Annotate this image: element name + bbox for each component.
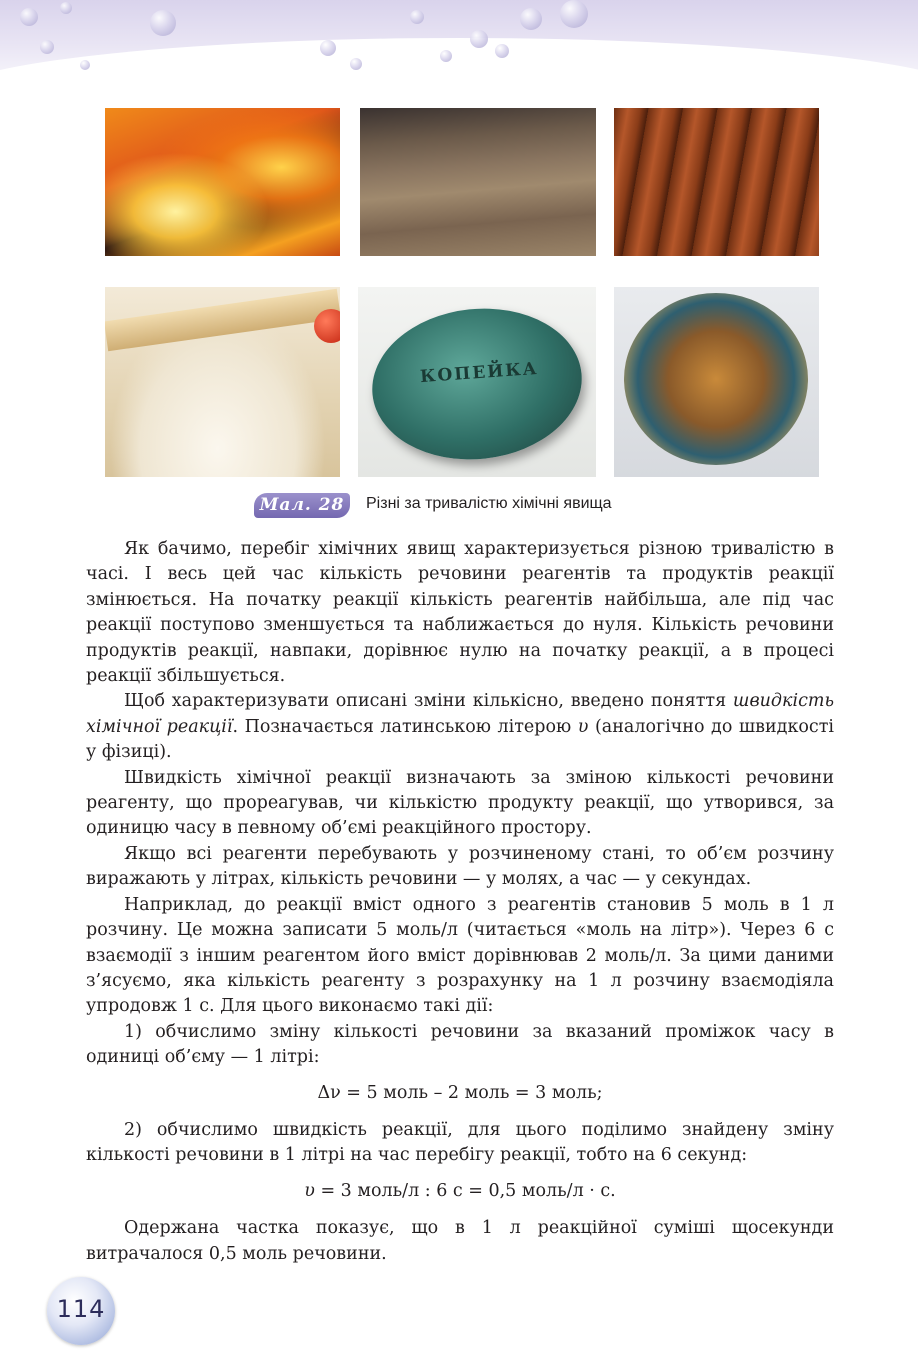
text-run: . Позначається латинською літерою: [232, 716, 578, 737]
coin-disc: [365, 298, 590, 469]
bubble-icon: [60, 2, 72, 14]
bubble-icon: [150, 10, 176, 36]
decorative-header-banner: [0, 0, 918, 100]
photo-oxidized-coin: [358, 287, 596, 477]
photo-decorative-plate: [614, 287, 819, 477]
paragraph: Як бачимо, перебіг хімічних явищ характеризується різною тривалістю в часі. І весь цей час кількість речовини реагентів та продуктів реакції змінюється. На початку реакції кількість реагентів найбільша, але під час реакції поступово зменшується та наближається до нуля. Кількість речовини продуктів реакції, навпаки, дорівнює нулю на початку реакції, а в процесі реакції збільшується.: [86, 539, 834, 687]
banner-wave: [0, 38, 918, 100]
symbol-emphasis: υ: [577, 716, 589, 737]
paragraph: 2) обчислимо швидкість реакції, для цього поділимо знайдену зміну кількості речовини в 1 літрі на час перебігу реакції, тобто на 6 секунд:: [86, 1119, 834, 1166]
formula: [86, 1179, 834, 1204]
bubble-icon: [560, 0, 588, 28]
figure-caption: Різні за тривалістю хімічні явища: [366, 495, 612, 512]
figure-label-badge: Мал. 28: [254, 493, 350, 518]
bubble-icon: [440, 50, 452, 62]
rolling-pin: [105, 289, 340, 351]
text-run: Щоб характеризувати описані зміни кількісно, введено поняття: [124, 691, 733, 712]
symbol-emphasis: υ: [304, 1180, 315, 1201]
term-emphasis: швидкість хімічної реакції: [86, 691, 834, 737]
formula: Δν = 5 моль – 2 моль = 3 моль;: [317, 1082, 603, 1103]
bubble-icon: [520, 8, 542, 30]
text-run: (аналогічно до швидкості у фізиці).: [86, 716, 834, 763]
paragraph: Одержана частка показує, що в 1 л реакційної суміші щосекунди витрачалося 0,5 моль речовини.: [86, 1218, 834, 1264]
paragraph: [86, 689, 834, 765]
coin-inscription: КОПЕЙКА: [419, 358, 540, 388]
plate-disc: [624, 293, 808, 465]
bubble-icon: [410, 10, 424, 24]
bubble-icon: [320, 40, 336, 56]
photo-weathered-rock: [360, 108, 596, 256]
bubble-icon: [20, 8, 38, 26]
bubble-icon: [495, 44, 509, 58]
paragraph: Якщо всі реагенти перебувають у розчиненому стані, то об’єм розчину виражають у літрах, кількість речовини — у молях, а час — у секундах.: [86, 843, 834, 890]
bubble-icon: [350, 58, 362, 70]
tomato: [314, 309, 340, 343]
paragraph: Швидкість хімічної реакції визначають за зміною кількості речовини реагенту, що прореагував, чи кількістю продукту реакції, що утворився, за одиницю часу в певному об’ємі реакційного простору.: [86, 767, 834, 839]
bubble-icon: [40, 40, 54, 54]
bubble-icon: [80, 60, 90, 70]
paragraph: 1) обчислимо зміну кількості речовини за вказаний проміжок часу в одиниці об’єму — 1 літрі:: [86, 1021, 834, 1068]
paragraph: Наприклад, до реакції вміст одного з реагентів становив 5 моль в 1 л розчину. Це можна записати 5 моль/л (читається «моль на літр»). Через 6 с взаємодії з іншим реагентом його вміст дорівнював 2 моль/л. За цими даними з’ясуємо, яка кількість реагенту з розрахунку на 1 л розчину взаємодіяла упродовж 1 с. Для цього виконаємо такі дії:: [86, 894, 834, 1017]
bubble-icon: [470, 30, 488, 48]
photo-rusted-metal: [614, 108, 819, 256]
photo-fire: [105, 108, 340, 256]
body-text: [86, 537, 834, 1267]
text-run: = 3 моль/л : 6 с = 0,5 моль/л · с.: [314, 1180, 616, 1201]
page-number: 114: [47, 1277, 115, 1345]
photo-dough: [105, 287, 340, 477]
